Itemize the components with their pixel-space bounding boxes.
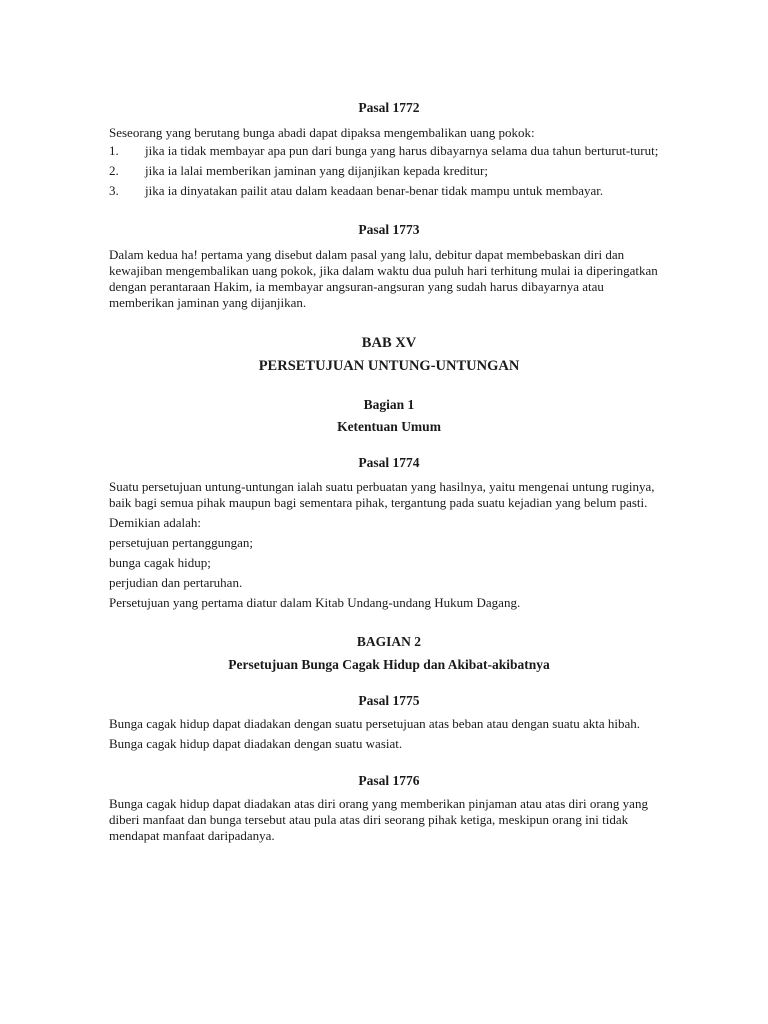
list-item-number: 2. <box>109 163 119 178</box>
pasal-1775-text: Bunga cagak hidup dapat diadakan dengan suatu persetujuan atas beban atau dengan suatu akta hibah. <box>109 716 641 731</box>
list-item <box>109 143 669 159</box>
bagian-1-subtitle: Ketentuan Umum <box>337 419 441 434</box>
list-item-text: jika ia dinyatakan pailit atau dalam keadaan benar-benar tidak mampu untuk membayar. <box>145 183 604 198</box>
pasal-1774-line: Persetujuan yang pertama diatur dalam Kitab Undang-undang Hukum Dagang. <box>109 595 521 610</box>
pasal-1774-line: perjudian dan pertaruhan. <box>109 575 243 590</box>
list-item-text: jika ia tidak membayar apa pun dari bunga yang harus dibayarnya selama dua tahun berturut-turut; <box>145 143 659 158</box>
list-item <box>109 163 669 179</box>
pasal-1775-heading: Pasal 1775 <box>358 693 420 708</box>
document-page <box>109 99 669 844</box>
pasal-1774-text: Suatu persetujuan untung-untungan ialah suatu perbuatan yang hasilnya, yaitu mengenai untung ruginya, baik bagi semua pihak maupun bagi sementara pihak, tergantung pada suatu kejadian yang belum pasti. <box>109 479 655 510</box>
pasal-1776-heading: Pasal 1776 <box>358 773 420 788</box>
pasal-1776-text: Bunga cagak hidup dapat diadakan atas diri orang yang memberikan pinjaman atau atas diri orang yang diberi manfaat dan bunga tersebut atau pula atas diri seorang pihak ketiga, meskipun orang ini tidak mendapat manfaat daripadanya. <box>109 796 648 843</box>
bab-title: BAB XV <box>361 335 417 351</box>
bagian-2-title: BAGIAN 2 <box>356 634 422 649</box>
pasal-1772-heading: Pasal 1772 <box>358 100 420 115</box>
bab-subtitle: PERSETUJUAN UNTUNG-UNTUNGAN <box>258 358 520 374</box>
list-item-number: 3. <box>109 183 119 198</box>
pasal-1774-line: bunga cagak hidup; <box>109 555 211 570</box>
list-item-number: 1. <box>109 143 119 158</box>
pasal-1774-line: persetujuan pertanggungan; <box>109 535 254 550</box>
pasal-1772-intro: Seseorang yang berutang bunga abadi dapat dipaksa mengembalikan uang pokok: <box>109 125 535 140</box>
pasal-1772-list <box>109 143 669 199</box>
list-item <box>109 183 669 199</box>
list-item-text: jika ia lalai memberikan jaminan yang dijanjikan kepada kreditur; <box>145 163 488 178</box>
pasal-1774-heading: Pasal 1774 <box>358 455 420 470</box>
pasal-1773-heading: Pasal 1773 <box>358 222 420 237</box>
bagian-1-title: Bagian 1 <box>363 397 415 412</box>
pasal-1774-line: Demikian adalah: <box>109 515 202 530</box>
bagian-2-subtitle: Persetujuan Bunga Cagak Hidup dan Akibat-akibatnya <box>228 657 550 672</box>
pasal-1773-text: Dalam kedua ha! pertama yang disebut dalam pasal yang lalu, debitur dapat membebaskan diri dan kewajiban mengembalikan uang pokok, jika dalam waktu dua puluh hari terhitung mulai ia diperingatkan dengan perantaraan Hakim, ia membayar angsuran-angsuran yang sudah harus dibayarnya atau memberikan jaminan yang dijanjikan. <box>109 247 658 310</box>
pasal-1775-text: Bunga cagak hidup dapat diadakan dengan suatu wasiat. <box>109 736 403 751</box>
